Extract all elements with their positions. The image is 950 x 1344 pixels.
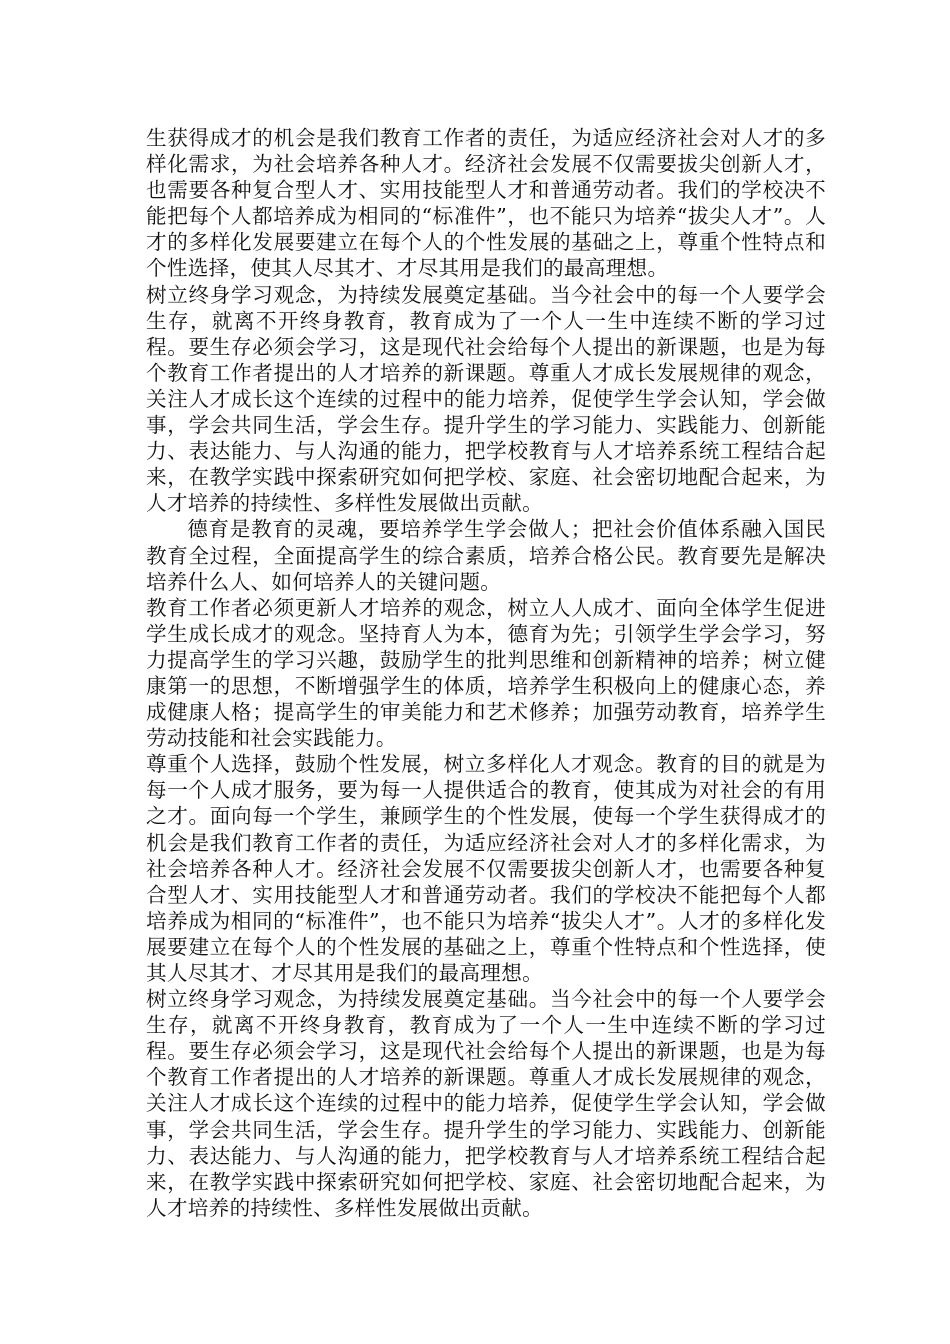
document-page <box>146 125 826 1221</box>
paragraph-3: 德育是教育的灵魂，要培养学生学会做人；把社会价值体系融入国民教育全过程，全面提高学生的综合素质，培养合格公民。教育要先是解决培养什么人、如何培养人的关键问题。 <box>146 517 826 594</box>
paragraph-4: 教育工作者必须更新人才培养的观念，树立人人成才、面向全体学生促进学生成长成才的观念。坚持育人为本，德育为先；引领学生学会学习，努力提高学生的学习兴趣，鼓励学生的批判思维和创新精神的培养；树立健康第一的思想，不断增强学生的体质，培养学生积极向上的健康心态，养成健康人格；提高学生的审美能力和艺术修养；加强劳动教育，培养学生劳动技能和社会实践能力。 <box>146 595 826 751</box>
paragraph-5: 尊重个人选择，鼓励个性发展，树立多样化人才观念。教育的目的就是为每一个人成才服务，要为每一人提供适合的教育，使其成为对社会的有用之才。面向每一个学生，兼顾学生的个性发展，使每一个学生获得成才的机会是我们教育工作者的责任，为适应经济社会对人才的多样化需求，为社会培养各种人才。经济社会发展不仅需要拔尖创新人才，也需要各种复合型人才、实用技能型人才和普通劳动者。我们的学校决不能把每个人都培养成为相同的“标准件”，也不能只为培养“拔尖人才”。人才的多样化发展要建立在每个人的个性发展的基础之上，尊重个性特点和个性选择，使其人尽其才、才尽其用是我们的最高理想。 <box>146 752 826 985</box>
paragraph-6: 树立终身学习观念，为持续发展奠定基础。当今社会中的每一个人要学会生存，就离不开终身教育，教育成为了一个人一生中连续不断的学习过程。要生存必须会学习，这是现代社会给每个人提出的新课题，也是为每个教育工作者提出的人才培养的新课题。尊重人才成长发展规律的观念，关注人才成长这个连续的过程中的能力培养，促使学生学会认知，学会做事，学会共同生活，学会生存。提升学生的学习能力、实践能力、创新能力、表达能力、与人沟通的能力，把学校教育与人才培养系统工程结合起来，在教学实践中探索研究如何把学校、家庭、社会密切地配合起来，为人才培养的持续性、多样性发展做出贡献。 <box>146 987 826 1220</box>
paragraph-2: 树立终身学习观念，为持续发展奠定基础。当今社会中的每一个人要学会生存，就离不开终身教育，教育成为了一个人一生中连续不断的学习过程。要生存必须会学习，这是现代社会给每个人提出的新课题，也是为每个教育工作者提出的人才培养的新课题。尊重人才成长发展规律的观念，关注人才成长这个连续的过程中的能力培养，促使学生学会认知，学会做事，学会共同生活，学会生存。提升学生的学习能力、实践能力、创新能力、表达能力、与人沟通的能力，把学校教育与人才培养系统工程结合起来，在教学实践中探索研究如何把学校、家庭、社会密切地配合起来，为人才培养的持续性、多样性发展做出贡献。 <box>146 282 826 516</box>
paragraph-1: 生获得成才的机会是我们教育工作者的责任，为适应经济社会对人才的多样化需求，为社会培养各种人才。经济社会发展不仅需要拔尖创新人才，也需要各种复合型人才、实用技能型人才和普通劳动者。我们的学校决不能把每个人都培养成为相同的“标准件”，也不能只为培养“拔尖人才”。人才的多样化发展要建立在每个人的个性发展的基础之上，尊重个性特点和个性选择，使其人尽其才、才尽其用是我们的最高理想。 <box>146 126 826 281</box>
